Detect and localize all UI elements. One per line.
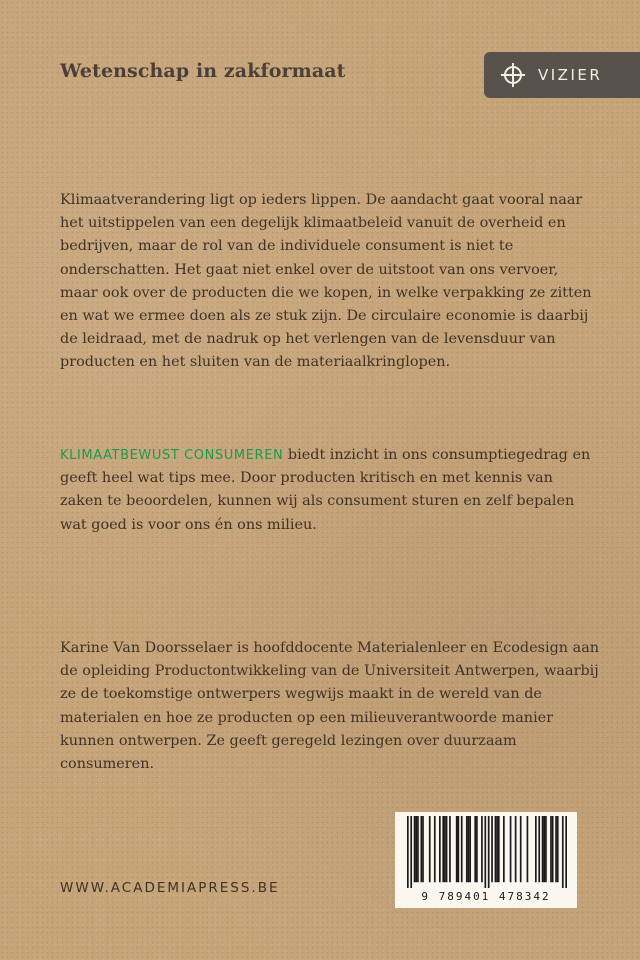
barcode-bar [520, 816, 522, 882]
barcode-bar [552, 816, 554, 882]
barcode-bar [469, 816, 471, 882]
barcode-bar [555, 816, 557, 882]
barcode-bar [456, 816, 458, 882]
author-bio: Karine Van Doorsselaer is hoofddocente Materialenleer en Ecodesign aan de opleiding Productontwikkeling van de Universiteit Antwerpen, waarbij ze de toekomstige ontwerpers wegwijs maakt in de wereld van de materialen en hoe ze producten op een milieuverantwoorde manier kunnen ontwerpen. Ze geeft geregeld lezingen over duurzaam consumeren. [60, 640, 600, 773]
vizier-badge [484, 52, 640, 98]
barcode-bars [407, 816, 567, 888]
barcode-bar [414, 816, 416, 882]
barcode-bar [415, 816, 417, 882]
barcode-bar [515, 816, 517, 882]
barcode-bar [535, 816, 537, 882]
barcode-bar [562, 816, 564, 888]
barcode-bar [543, 816, 545, 882]
barcode-bar [449, 816, 451, 882]
barcode-bar [474, 816, 476, 882]
barcode-bar [461, 816, 463, 882]
barcode-bar [476, 816, 478, 882]
blurb-paragraph-1: Klimaatverandering ligt op ieders lippen. De aandacht gaat vooral naar het uitstippelen van een degelijk klimaatbeleid vanuit de overheid en bedrijven, maar de rol van de individuele consument is niet te onderschatten. Het gaat niet enkel over de uitstoot van ons vervoer, maar ook over de producten die we kopen, in welke verpakking ze zitten en wat we ermee doen als ze stuk zijn. De circulaire economie is daarbij de leidraad, met de nadruk op het verlengen van de levensduur van producten en het sluiten van de materiaalkringlopen. [60, 192, 592, 371]
barcode-bar [491, 816, 493, 882]
barcode-bar [481, 816, 483, 882]
book-title-highlight: KLIMAATBEWUST CONSUMEREN [60, 448, 284, 463]
barcode-bar [410, 816, 412, 888]
barcode-bar [565, 816, 567, 888]
vizier-label: VIZIER [538, 66, 603, 84]
series-title: Wetenschap in zakformaat [60, 60, 346, 82]
barcode-bar [458, 816, 460, 882]
barcode-bar [468, 816, 470, 882]
barcode-bar [495, 816, 497, 882]
barcode-bar [498, 816, 500, 882]
barcode-bar [510, 816, 512, 882]
barcode-bar [417, 816, 419, 882]
blurb-paragraph-2-text: biedt inzicht in ons consumptiegedrag en geeft heel wat tips mee. Door producten kritisch en met kennis van zaken te beoordelen, kunnen wij als consument sturen en zelf bepalen wat goed is voor ons én ons milieu. [60, 447, 591, 533]
barcode-bar [527, 816, 529, 882]
barcode-bar [439, 816, 441, 882]
barcode-bar [557, 816, 559, 882]
barcode [395, 812, 577, 908]
barcode-bar [434, 816, 436, 882]
barcode-bar [446, 816, 448, 882]
barcode-bar [542, 816, 544, 882]
barcode-bar [484, 816, 486, 888]
barcode-bar [545, 816, 547, 882]
website-url: WWW.ACADEMIAPRESS.BE [60, 880, 280, 896]
barcode-bar [420, 816, 422, 882]
barcode-bar [422, 816, 424, 882]
barcode-bar [496, 816, 498, 882]
barcode-bar [429, 816, 431, 882]
barcode-bar [442, 816, 444, 882]
crosshair-icon [500, 62, 526, 88]
barcode-bar [503, 816, 505, 882]
barcode-bar [407, 816, 409, 888]
barcode-bar [488, 816, 490, 888]
barcode-bar [550, 816, 552, 882]
blurb-paragraph-2 [60, 444, 600, 537]
isbn-number: 9 789401 478342 [421, 890, 551, 903]
barcode-bar [466, 816, 468, 882]
barcode-bar [538, 816, 540, 882]
barcode-bar [444, 816, 446, 882]
